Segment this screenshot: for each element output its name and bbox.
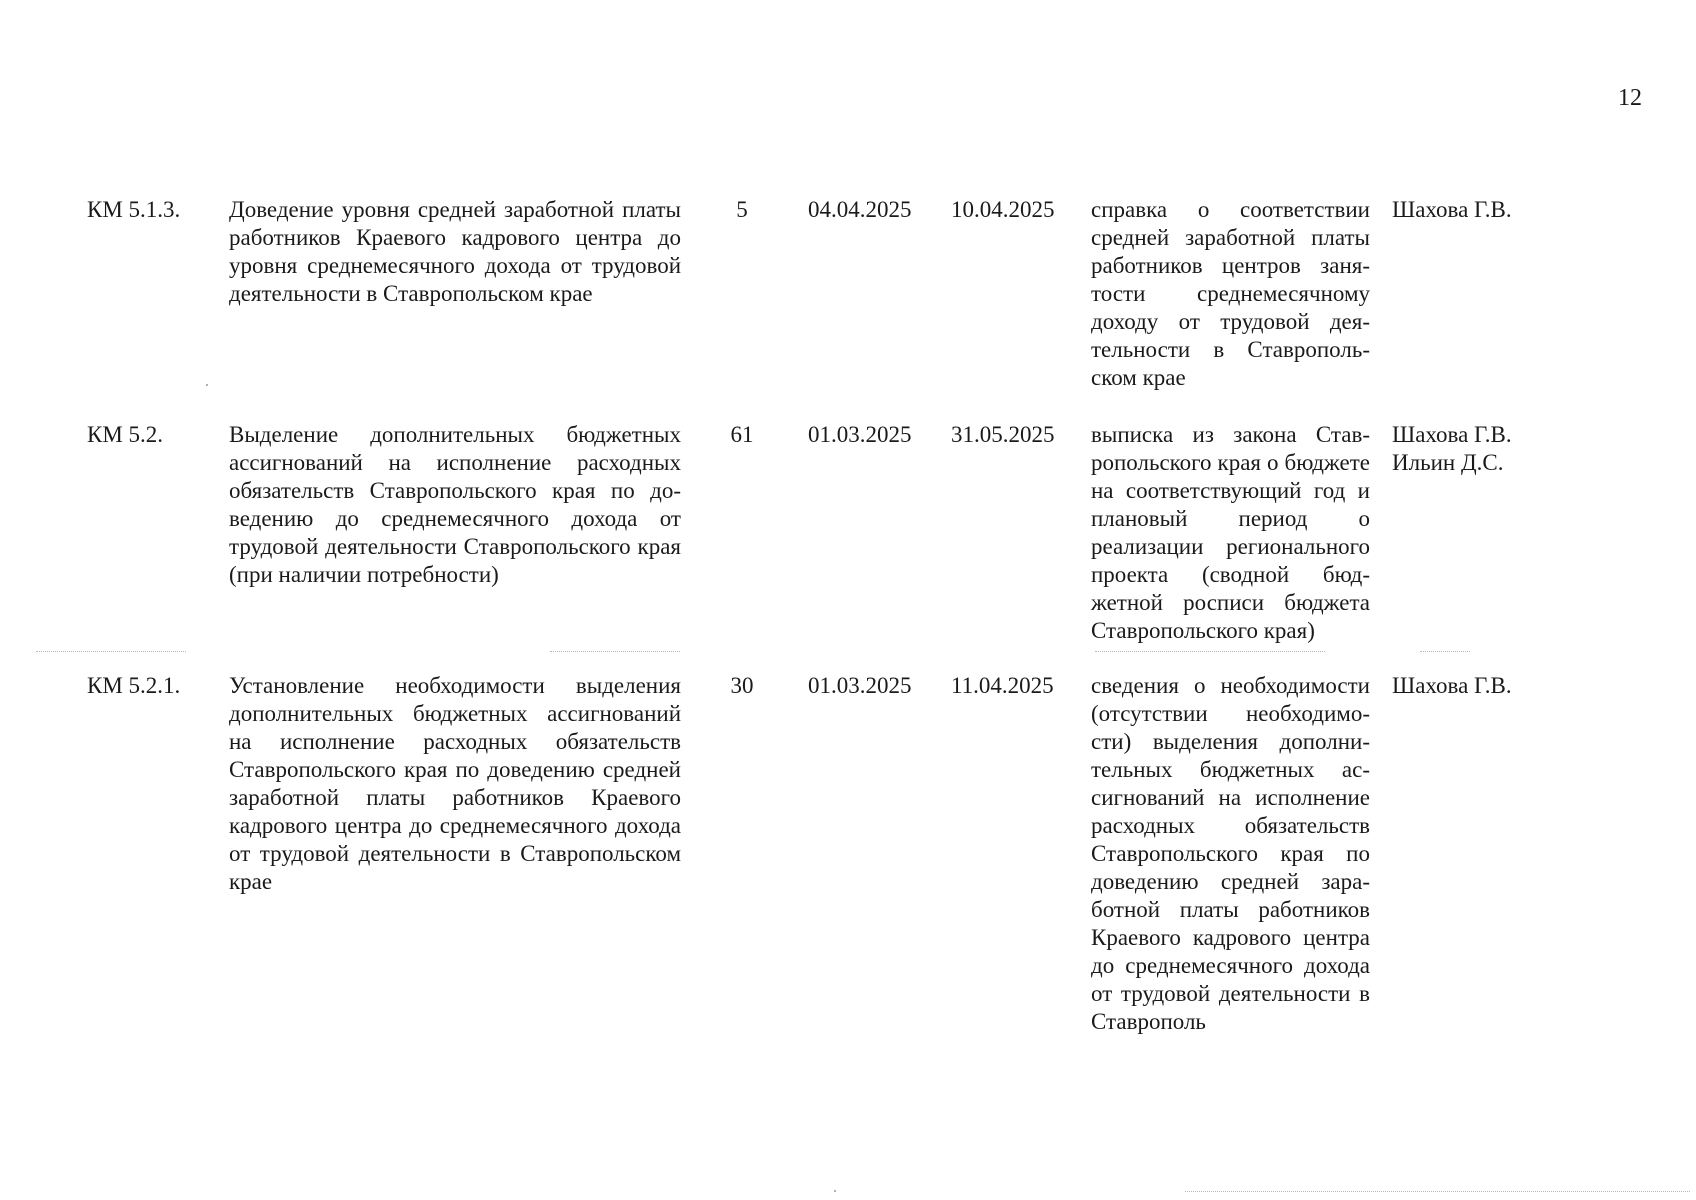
result-document: справка о соответствии средней заработной платы работников центров занятости среднемесячному доходу от трудовой деятельности в Ставропольском крае: [1091, 197, 1370, 390]
scan-artifact-line: [550, 651, 680, 652]
end-date: 11.04.2025: [951, 673, 1054, 698]
end-date: 31.05.2025: [951, 422, 1055, 447]
scan-artifact-line: [36, 651, 186, 652]
event-description: Установление необходимости выделения дополнительных бюджетных ассигнований на исполнение расходных обязательств Ставропольского края по доведению средней заработной платы работников Краевого кадрового центра до среднемесячного дохода от трудовой деятельности в Ставропольском крае: [229, 673, 681, 894]
event-description: Выделение дополнительных бюджетных ассигнований на исполнение расходных обязательств Ставропольского края по доведению до среднемесячного дохода от трудовой деятельности Ставропольского края (при наличии потребности): [229, 422, 681, 587]
scan-artifact-speck: [834, 1190, 836, 1192]
scan-artifact-line: [1420, 651, 1470, 652]
responsible-persons: [1392, 196, 1652, 224]
responsible-persons: [1392, 421, 1652, 477]
responsible-person: Шахова Г.В.: [1392, 673, 1512, 698]
duration-days: 30: [730, 673, 754, 698]
result-document: сведения о необходимости (отсутствии необходимости) выделения дополнительных бюджетных ассигнований на исполнение расходных обязательств Ставропольского края по доведению средней заработной платы работников Краевого кадрового центра до среднемесячного дохода от трудовой деятельности в Ставрополь: [1091, 673, 1370, 1034]
event-description: Доведение уровня средней заработной платы работников Краевого кадрового центра до уровня среднемесячного дохода от трудовой деятельности в Ставропольском крае: [229, 197, 681, 306]
scan-artifact-line: [1095, 651, 1325, 652]
scan-artifact-line: [1185, 1191, 1690, 1192]
responsible-person: Шахова Г.В.: [1392, 422, 1512, 447]
responsible-person: Ильин Д.С.: [1392, 450, 1504, 475]
event-code: КМ 5.2.: [87, 422, 164, 447]
start-date: 01.03.2025: [808, 422, 912, 447]
result-document: выписка из закона Ставропольского края о бюджете на соответствующий год и плановый период о реализации регионального проекта (сводной бюджетной росписи бюджета Ставропольского края): [1091, 422, 1370, 643]
start-date: 04.04.2025: [808, 197, 912, 222]
responsible-persons: [1392, 672, 1652, 700]
end-date: 10.04.2025: [951, 197, 1055, 222]
event-code: КМ 5.2.1.: [87, 673, 181, 698]
start-date: 01.03.2025: [808, 673, 912, 698]
duration-days: 61: [730, 422, 754, 447]
responsible-person: Шахова Г.В.: [1392, 197, 1512, 222]
duration-days: 5: [736, 197, 748, 222]
event-code: КМ 5.1.3.: [87, 197, 181, 222]
page-number: 12: [1618, 85, 1642, 111]
scan-artifact-speck: [206, 384, 208, 386]
